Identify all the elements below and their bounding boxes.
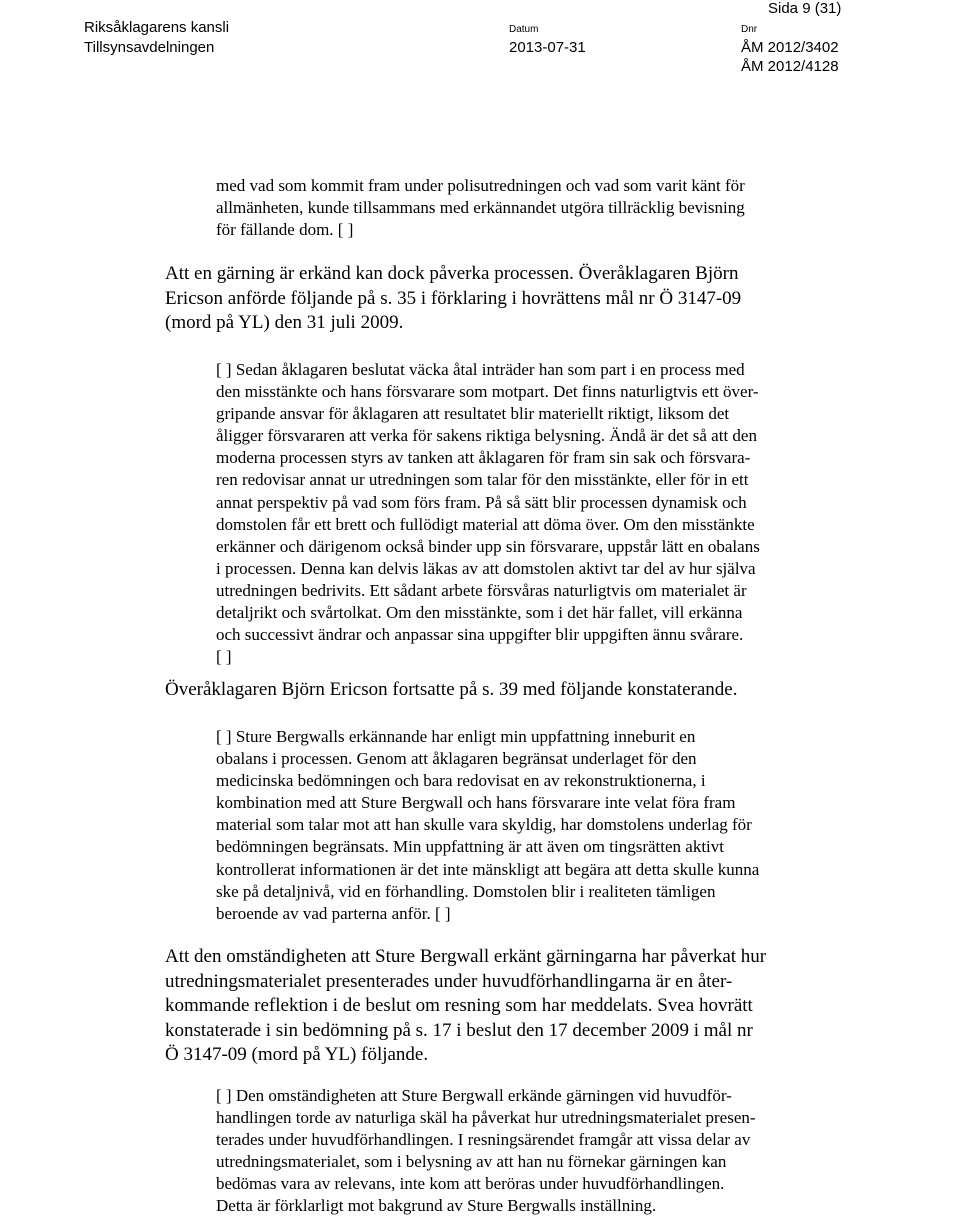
text-line: gripande ansvar för åklagaren att resultatet blir materiellt riktigt, liksom det — [216, 404, 730, 424]
text-line: kommande reflektion i de beslut om resning som har meddelats. Svea hovrätt — [165, 995, 753, 1016]
text-line: [ ] Den omständigheten att Sture Bergwall erkände gärningen vid huvudför- — [216, 1086, 732, 1105]
text-line: allmänheten, kunde tillsammans med erkännandet utgöra tillräcklig bevisning — [216, 198, 745, 217]
quote-block-1 — [216, 175, 816, 241]
text-line: material som talar mot att han skulle vara skyldig, har domstolens underlag för — [216, 815, 752, 835]
text-line: medicinska bedömningen och bara redovisat en av rekonstruktionerna, i — [216, 771, 706, 791]
text-line: [ ] Sture Bergwalls erkännande har enligt min uppfattning inneburit en — [216, 727, 696, 746]
text-line: moderna processen styrs av tanken att åklagaren för fram sin sak och försvara- — [216, 448, 751, 468]
text-line: bedömningen begränsats. Min uppfattning är att även om tingsrätten aktivt — [216, 837, 724, 857]
date-value: 2013-07-31 — [509, 39, 586, 56]
text-line: (mord på YL) den 31 juli 2009. — [165, 312, 404, 333]
paragraph-1 — [165, 262, 825, 336]
dnr-number-2: ÅM 2012/4128 — [741, 58, 839, 75]
quote-block-3 — [216, 726, 826, 925]
text-line: handlingen torde av naturliga skäl ha påverkat hur utredningsmaterialet presen- — [216, 1108, 756, 1128]
text-line: kontrollerat informationen är det inte mänskligt att begära att detta skulle kunna — [216, 859, 760, 879]
text-line: den misstänkte och hans försvarare som motpart. Det finns naturligtvis ett över- — [216, 382, 759, 402]
org-name: Riksåklagarens kansli — [84, 19, 230, 36]
text-line: kombination med att Sture Bergwall och hans försvarare inte velat föra fram — [216, 793, 736, 813]
text-line: Överåklagaren Björn Ericson fortsatte på s. 39 med följande konstaterande. — [165, 679, 738, 700]
quote-block-2 — [216, 359, 826, 668]
paragraph-2 — [165, 678, 825, 702]
text-line: domstolen får ett brett och fullödigt material att döma över. Om den misstänkte — [216, 514, 755, 534]
text-line: konstaterade i sin bedömning på s. 17 i beslut den 17 december 2009 i mål nr — [165, 1019, 753, 1041]
text-line: ren redovisar annat ur utredningen som talar för den misstänkte, eller för in ett — [216, 470, 749, 490]
text-line: utredningsmaterialet presenterades under huvudförhandlingarna är en åter- — [165, 970, 733, 992]
text-line: Att en gärning är erkänd kan dock påverka processen. Överåklagaren Björn — [165, 263, 739, 284]
text-line: terades under huvudförhandlingen. I resningsärendet framgår att vissa delar av — [216, 1130, 751, 1150]
page-number: Sida 9 (31) — [768, 0, 842, 17]
text-line: erkänner och därigenom också binder upp sin försvarare, uppstår lätt en obalans — [216, 536, 760, 556]
paragraph-3 — [165, 945, 835, 1068]
text-line: utredningsmaterialet, som i belysning av att han nu förnekar gärningen kan — [216, 1152, 727, 1172]
text-line: detaljrikt och svårtolkat. Om den misstänkte, som i det här fallet, vill erkänna — [216, 603, 743, 623]
text-line: Att den omständigheten att Sture Bergwall erkänt gärningarna har påverkat hur — [165, 946, 767, 967]
text-line: åligger försvararen att verka för sakens riktiga belysning. Ändå är det så att den — [216, 426, 757, 446]
date-label: Datum — [509, 24, 539, 35]
text-line: i processen. Denna kan delvis läkas av att domstolen aktivt tar del av hur själva — [216, 558, 756, 578]
dnr-label: Dnr — [741, 24, 758, 35]
quote-block-4 — [216, 1085, 826, 1218]
text-line: [ ] Sedan åklagaren beslutat väcka åtal inträder han som part i en process med — [216, 360, 745, 379]
text-line: utredningen bedrivits. Ett sådant arbete försvåras naturligtvis om materialet är — [216, 580, 747, 600]
text-line: och successivt ändrar och anpassar sina uppgifter blir uppgiften ännu svårare. — [216, 625, 744, 645]
text-line: obalans i processen. Genom att åklagaren begränsat underlaget för den — [216, 749, 697, 769]
text-line: beroende av vad parterna anför. [ ] — [216, 903, 451, 923]
text-line: Detta är förklarligt mot bakgrund av Sture Bergwalls inställning. — [216, 1196, 657, 1216]
text-line: bedömas vara av relevans, inte kom att beröras under huvudförhandlingen. — [216, 1174, 725, 1194]
text-line: med vad som kommit fram under polisutredningen och vad som varit känt för — [216, 176, 745, 195]
text-line: för fällande dom. [ ] — [216, 220, 354, 239]
dnr-number-1: ÅM 2012/3402 — [741, 39, 839, 56]
text-line: Ö 3147-09 (mord på YL) följande. — [165, 1044, 429, 1065]
department-name: Tillsynsavdelningen — [84, 39, 215, 56]
text-line: ske på detaljnivå, vid en förhandling. Domstolen blir i realiteten tämligen — [216, 881, 716, 901]
text-line: annat perspektiv på vad som förs fram. På så sätt blir processen dynamisk och — [216, 492, 747, 512]
text-line: [ ] — [216, 647, 232, 667]
text-line: Ericson anförde följande på s. 35 i förklaring i hovrättens mål nr Ö 3147-09 — [165, 287, 742, 309]
